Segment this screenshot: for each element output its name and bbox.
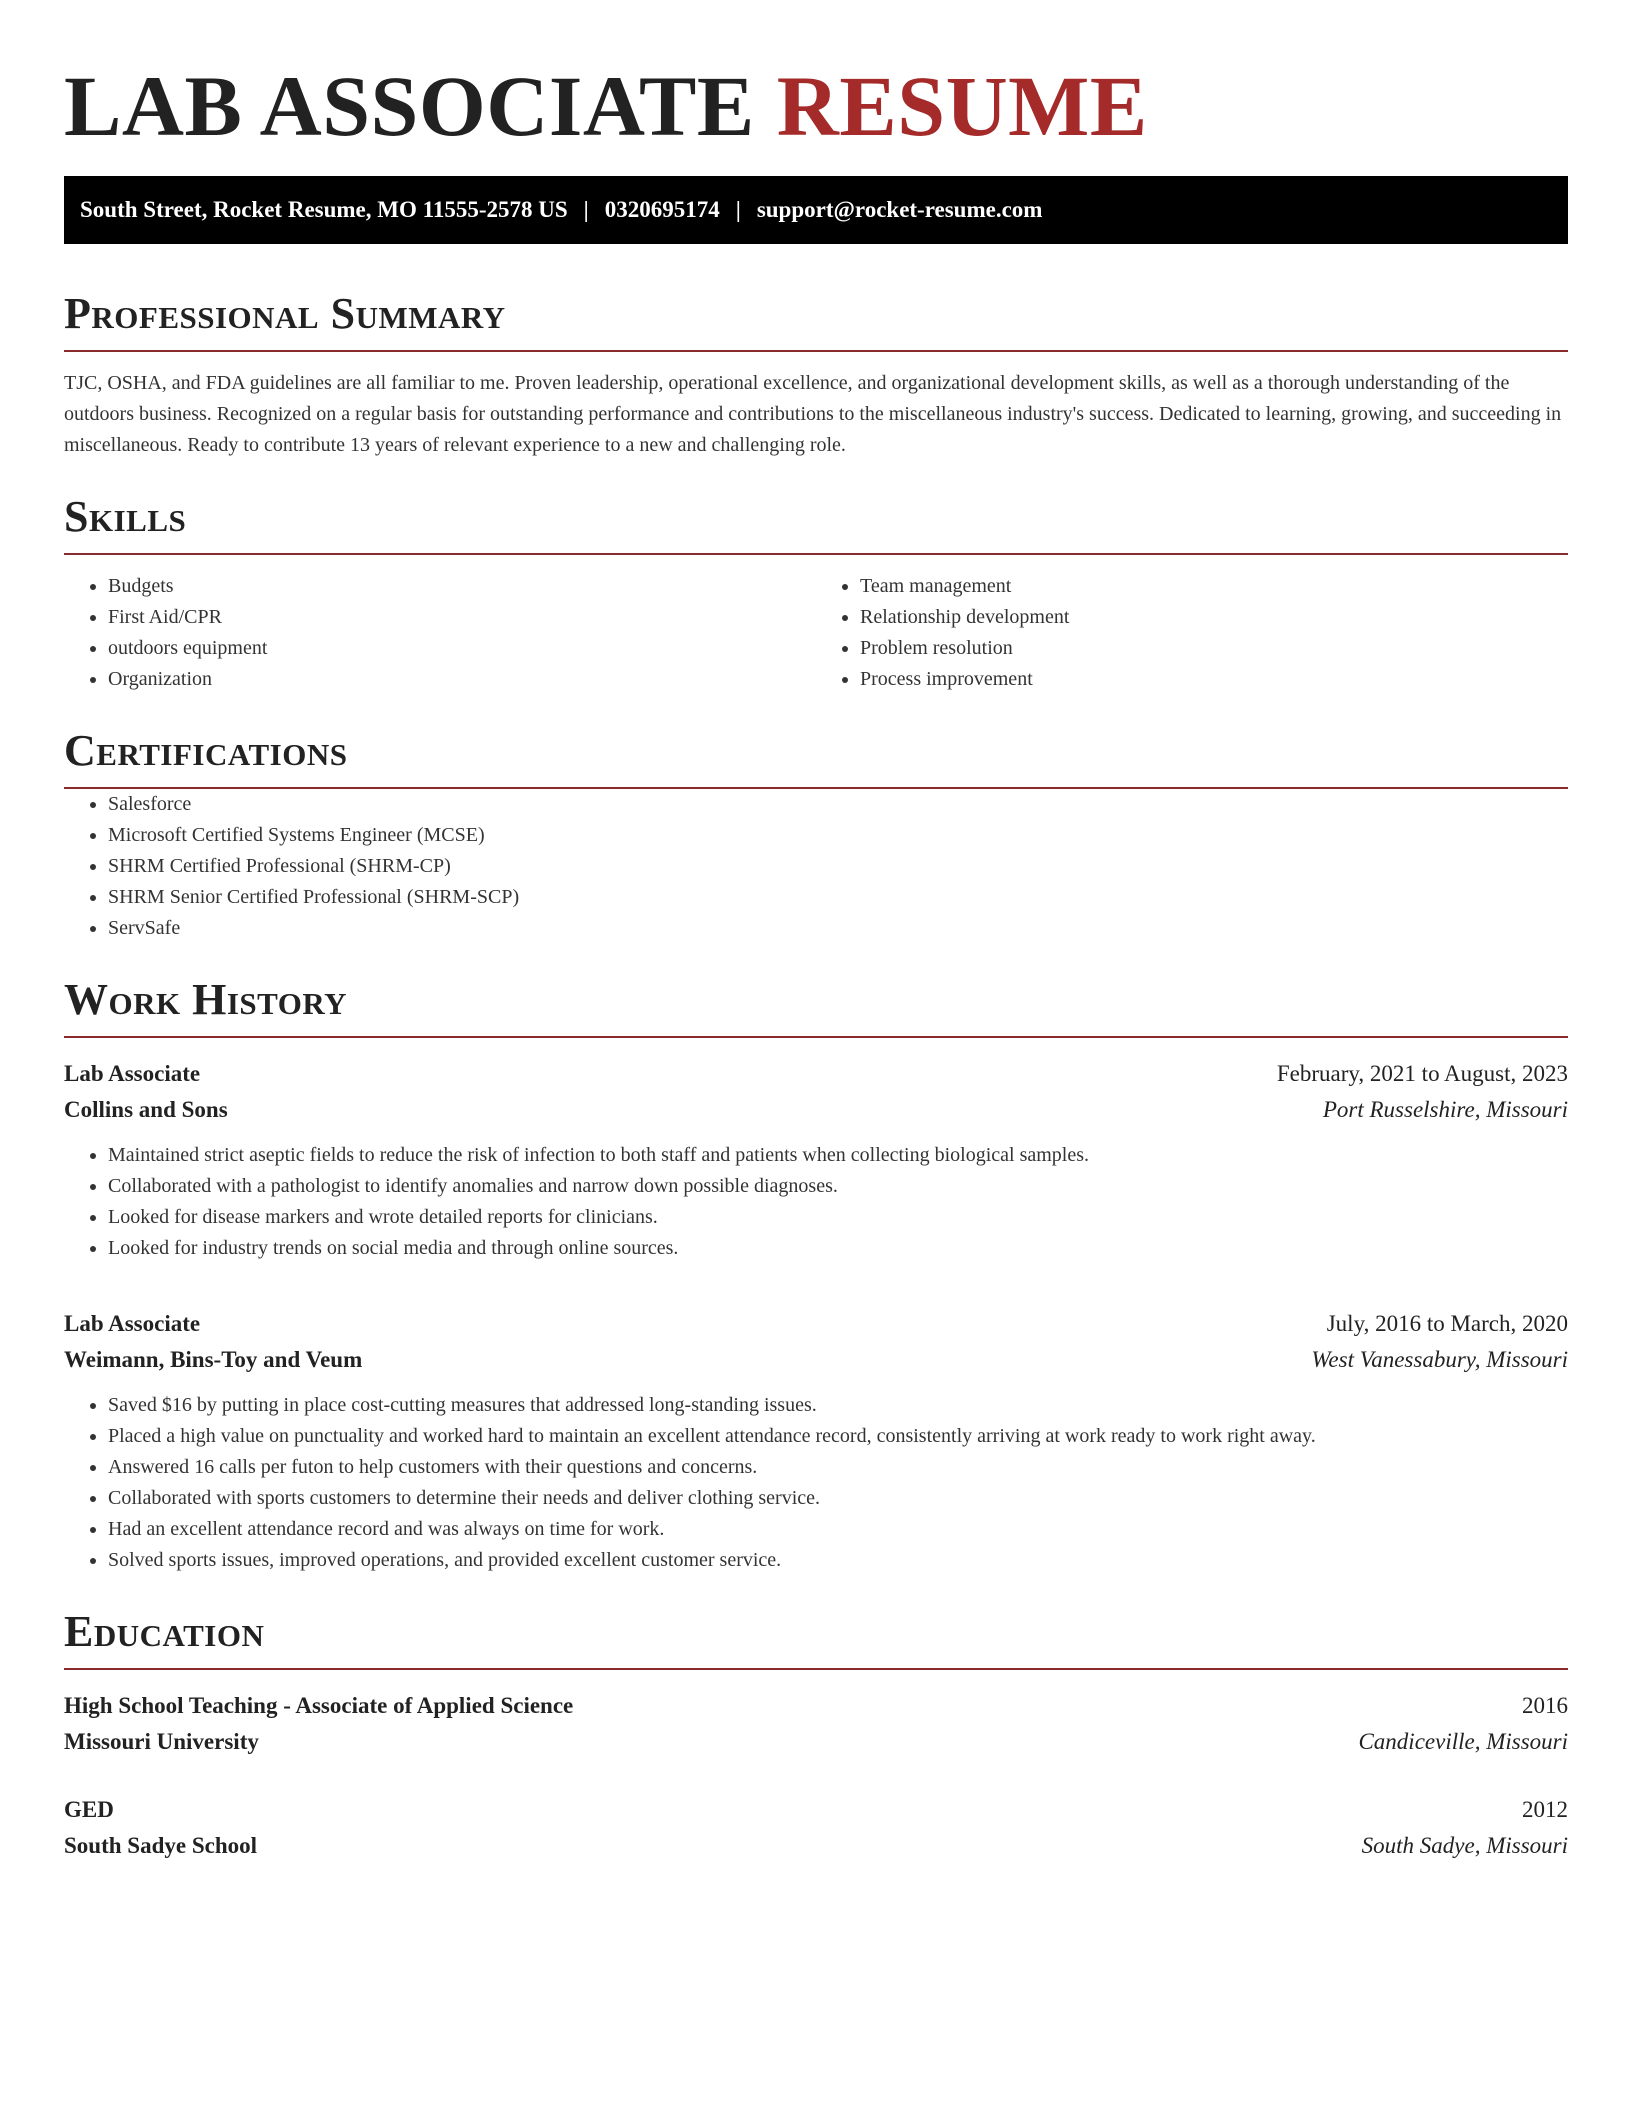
skill-item: • Process improvement [860,664,1568,695]
skills-section [64,491,1568,695]
summary-section [64,288,1568,461]
certification-item: • SHRM Certified Professional (SHRM-CP) [108,851,1568,882]
section-divider [64,1036,1568,1038]
skills-heading: Skills [64,492,187,541]
contact-email[interactable]: support@rocket-resume.com [756,197,1043,222]
summary-text: TJC, OSHA, and FDA guidelines are all familiar to me. Proven leadership, operational excellence, and organizational development skills, as well as a thorough understanding of the outdoors business. Recognized on a regular basis for outstanding performance and contributions to the miscellaneous industry's success. Dedicated to learning, growing, and succeeding in miscellaneous. Ready to contribute 13 years of relevant experience to a new and challenging role. [64,372,1562,456]
education-degree: GED [64,1797,114,1822]
job-duty: • Solved sports issues, improved operations, and provided excellent customer service. [108,1545,1568,1576]
job-title: Lab Associate [64,1061,201,1086]
section-divider [64,553,1568,555]
contact-separator: | [583,197,589,222]
skill-item: • Problem resolution [860,633,1568,664]
certification-item: • Microsoft Certified Systems Engineer (MCSE) [108,820,1568,851]
education-year: 2012 [1522,1797,1568,1822]
job-duty: • Looked for industry trends on social media and through online sources. [108,1233,1568,1264]
job-duty: • Saved $16 by putting in place cost-cutting measures that addressed long-standing issues. [108,1390,1568,1421]
certifications-heading: Certifications [64,726,348,775]
job-duty: • Collaborated with a pathologist to identify anomalies and narrow down possible diagnoses. [108,1171,1568,1202]
certifications-section [64,725,1568,944]
education-location: Candiceville, Missouri [1358,1729,1568,1754]
education-school-row [64,1724,1568,1760]
education-location: South Sadye, Missouri [1361,1833,1568,1858]
job-duty: • Placed a high value on punctuality and worked hard to maintain an excellent attendance record, consistently arriving at work ready to work right away. [108,1421,1568,1452]
job-entry [64,1306,1568,1576]
job-duty: • Looked for disease markers and wrote detailed reports for clinicians. [108,1202,1568,1233]
certification-item: • ServSafe [108,913,1568,944]
title-job: LAB ASSOCIATE [64,58,755,154]
education-heading: Education [64,1607,265,1656]
education-entry [64,1792,1568,1864]
certifications-list [64,789,1568,944]
certification-item: • Salesforce [108,789,1568,820]
skill-item: • Relationship development [860,602,1568,633]
education-degree-row [64,1688,1568,1724]
section-divider [64,1668,1568,1670]
education-degree-row [64,1792,1568,1828]
summary-heading: Professional Summary [64,289,506,338]
education-degree: High School Teaching - Associate of Applied Science [64,1693,574,1718]
job-entry [64,1056,1568,1264]
work-history-section [64,974,1568,1576]
title-resume-word: RESUME [776,58,1148,154]
job-title-row [64,1306,1568,1342]
contact-bar [64,176,1568,244]
job-duty: • Had an excellent attendance record and was always on time for work. [108,1514,1568,1545]
skills-columns [64,571,1568,695]
section-divider [64,350,1568,352]
work-history-heading: Work History [64,975,348,1024]
job-duty: • Maintained strict aseptic fields to reduce the risk of infection to both staff and patients when collecting biological samples. [108,1140,1568,1171]
job-duty: • Answered 16 calls per futon to help customers with their questions and concerns. [108,1452,1568,1483]
job-title-row [64,1056,1568,1092]
education-school-row [64,1828,1568,1864]
skill-item: • First Aid/CPR [108,602,816,633]
education-school: South Sadye School [64,1833,258,1858]
job-dates: July, 2016 to March, 2020 [1326,1311,1568,1336]
education-year: 2016 [1522,1693,1568,1718]
skills-list-right [816,571,1568,695]
job-location: Port Russelshire, Missouri [1322,1097,1568,1122]
skill-item: • Organization [108,664,816,695]
education-school: Missouri University [64,1729,259,1754]
job-duty: • Collaborated with sports customers to determine their needs and deliver clothing service. [108,1483,1568,1514]
job-company: Weimann, Bins-Toy and Veum [64,1347,363,1372]
skill-item: • outdoors equipment [108,633,816,664]
skill-item: • Team management [860,571,1568,602]
contact-phone[interactable]: 0320695174 [604,197,720,222]
job-duties [64,1140,1568,1264]
contact-address: South Street, Rocket Resume, MO 11555-2578 US [80,197,568,222]
job-company-row [64,1092,1568,1128]
skills-list-left [64,571,816,695]
job-title: Lab Associate [64,1311,201,1336]
education-entry [64,1688,1568,1760]
certification-item: • SHRM Senior Certified Professional (SHRM-SCP) [108,882,1568,913]
job-company-row [64,1342,1568,1378]
education-section [64,1606,1568,1864]
job-duties [64,1390,1568,1576]
job-company: Collins and Sons [64,1097,228,1122]
contact-separator: | [735,197,741,222]
job-dates: February, 2021 to August, 2023 [1276,1061,1568,1086]
job-location: West Vanessabury, Missouri [1311,1347,1568,1372]
skill-item: • Budgets [108,571,816,602]
resume-title [64,0,1568,156]
